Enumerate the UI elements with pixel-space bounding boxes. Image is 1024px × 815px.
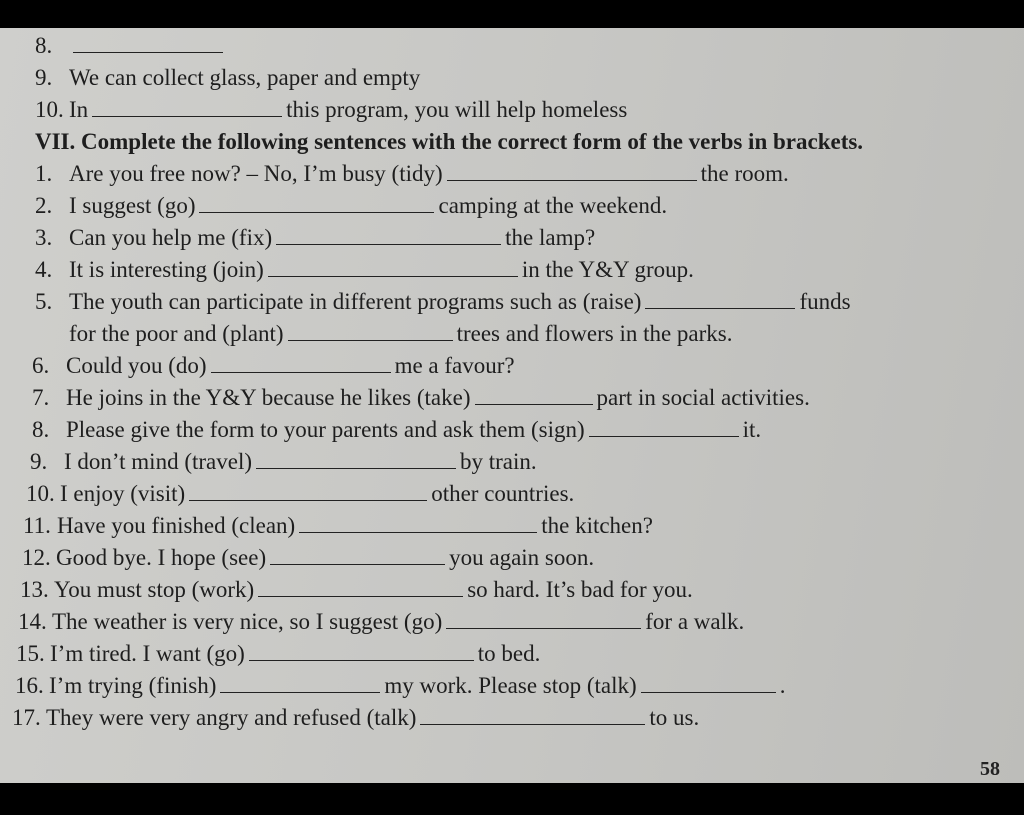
item-7: [0, 382, 1024, 414]
item-number: 1.: [35, 161, 53, 186]
item-number: 13.: [20, 577, 49, 602]
item-number: 10.: [35, 97, 64, 122]
item-3: [0, 222, 1024, 254]
answer-blank[interactable]: [420, 723, 645, 725]
item-text: The youth can participate in different programs such as (raise): [69, 289, 642, 314]
item-17: [0, 702, 1024, 734]
item-text: I suggest (go): [69, 193, 196, 218]
item-number: 15.: [16, 641, 45, 666]
item-suffix: other countries.: [431, 481, 575, 506]
item-suffix: .: [779, 673, 786, 698]
item-number: 17.: [12, 705, 41, 730]
item-number: 3.: [35, 225, 53, 250]
answer-blank[interactable]: [249, 659, 474, 661]
item-5: [0, 286, 1024, 318]
item-15: [0, 638, 1024, 670]
item-number: 8.: [35, 33, 53, 58]
item-text: I don’t mind (travel): [64, 449, 252, 474]
item-suffix: so hard. It’s bad for you.: [467, 577, 693, 602]
item-14: [0, 606, 1024, 638]
item-suffix: to us.: [649, 705, 700, 730]
answer-blank[interactable]: [220, 691, 380, 693]
answer-blank[interactable]: [211, 371, 391, 373]
item-suffix: by train.: [460, 449, 537, 474]
item-text: Could you (do): [66, 353, 207, 378]
item-number: 2.: [35, 193, 53, 218]
item-text: Good bye. I hope (see): [56, 545, 267, 570]
item-number: 4.: [35, 257, 53, 282]
item-suffix: it.: [742, 417, 762, 442]
answer-blank[interactable]: [199, 211, 434, 213]
item-suffix: you again soon.: [449, 545, 595, 570]
answer-blank[interactable]: [641, 691, 776, 693]
item-number: 7.: [32, 385, 50, 410]
item-text: He joins in the Y&Y because he likes (take): [66, 385, 471, 410]
item-9: [0, 446, 1024, 478]
item-text: for the poor and (plant): [69, 321, 284, 346]
answer-blank[interactable]: [256, 467, 456, 469]
item-text: Please give the form to your parents and ask them (sign): [66, 417, 585, 442]
answer-blank[interactable]: [447, 179, 697, 181]
answer-blank[interactable]: [288, 339, 453, 341]
item-12: [0, 542, 1024, 574]
item-6: [0, 350, 1024, 382]
answer-blank[interactable]: [446, 627, 641, 629]
answer-blank[interactable]: [589, 435, 739, 437]
item-suffix: funds: [799, 289, 851, 314]
item-10: [0, 478, 1024, 510]
item-1: [0, 158, 1024, 190]
item-number: 5.: [35, 289, 53, 314]
answer-blank[interactable]: [475, 403, 593, 405]
prev-item-10: [0, 94, 1024, 126]
answer-blank[interactable]: [270, 563, 445, 565]
item-16: [0, 670, 1024, 702]
answer-blank[interactable]: [73, 51, 223, 53]
item-2: [0, 190, 1024, 222]
item-text: It is interesting (join): [69, 257, 264, 282]
answer-blank[interactable]: [645, 307, 795, 309]
exercise-text: [0, 30, 1024, 734]
answer-blank[interactable]: [92, 115, 282, 117]
answer-blank[interactable]: [258, 595, 463, 597]
item-number: 6.: [32, 353, 50, 378]
item-text: We can collect glass, paper and empty: [69, 65, 421, 90]
item-suffix: the room.: [700, 161, 789, 186]
prev-item-9: [0, 62, 1024, 94]
answer-blank[interactable]: [189, 499, 427, 501]
answer-blank[interactable]: [276, 243, 501, 245]
item-suffix: trees and flowers in the parks.: [456, 321, 733, 346]
item-text: I’m trying (finish): [49, 673, 217, 698]
answer-blank[interactable]: [299, 531, 537, 533]
item-suffix: to bed.: [477, 641, 541, 666]
answer-blank[interactable]: [268, 275, 518, 277]
item-text: You must stop (work): [54, 577, 255, 602]
item-text: Have you finished (clean): [57, 513, 296, 538]
item-number: 11.: [23, 513, 51, 538]
item-number: 9.: [30, 449, 48, 474]
item-text: They were very angry and refused (talk): [46, 705, 417, 730]
item-13: [0, 574, 1024, 606]
item-number: 12.: [22, 545, 51, 570]
item-text: I enjoy (visit): [60, 481, 186, 506]
item-8: [0, 414, 1024, 446]
item-number: 16.: [15, 673, 44, 698]
item-suffix: the kitchen?: [541, 513, 653, 538]
item-suffix: for a walk.: [645, 609, 745, 634]
item-text: Can you help me (fix): [69, 225, 273, 250]
item-text: Are you free now? – No, I’m busy (tidy): [69, 161, 443, 186]
item-suffix: in the Y&Y group.: [521, 257, 694, 282]
item-5-continued: [0, 318, 1024, 350]
prev-item-8: [0, 30, 1024, 62]
item-text: I’m tired. I want (go): [50, 641, 245, 666]
item-suffix: the lamp?: [505, 225, 596, 250]
item-number: 8.: [32, 417, 50, 442]
item-11: [0, 510, 1024, 542]
item-text: my work. Please stop (talk): [384, 673, 637, 698]
textbook-page: [0, 28, 1024, 783]
item-text: In: [69, 97, 89, 122]
item-number: 9.: [35, 65, 53, 90]
page-number: 58: [980, 758, 1000, 780]
item-4: [0, 254, 1024, 286]
item-suffix: part in social activities.: [596, 385, 810, 410]
item-suffix: me a favour?: [394, 353, 515, 378]
item-suffix: camping at the weekend.: [438, 193, 668, 218]
section-title: VII. Complete the following sentences with the correct form of the verbs in brackets.: [35, 129, 864, 154]
item-text: The weather is very nice, so I suggest (go): [52, 609, 443, 634]
item-number: 14.: [18, 609, 47, 634]
item-suffix: this program, you will help homeless: [286, 97, 628, 122]
item-number: 10.: [26, 481, 55, 506]
